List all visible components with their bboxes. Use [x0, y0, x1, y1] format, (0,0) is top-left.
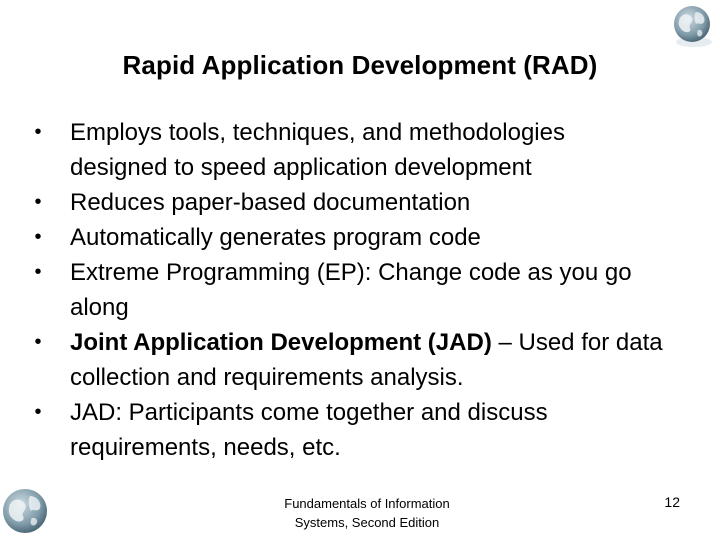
bullet-text: Extreme Programming (EP): Change code as you go along	[70, 259, 632, 321]
bullet-marker: •	[34, 401, 42, 423]
bullet-marker: •	[34, 191, 42, 213]
bullet-marker: •	[34, 121, 42, 143]
bullet-item	[28, 255, 668, 325]
bullet-item	[28, 395, 668, 465]
bullet-item	[28, 220, 668, 255]
bullet-marker: •	[34, 226, 42, 248]
footer-line: Systems, Second Edition	[294, 515, 440, 530]
bullet-text: Employs tools, techniques, and methodologies designed to speed application development	[70, 119, 565, 181]
bullet-marker: •	[34, 331, 42, 353]
bullet-text: JAD: Participants come together and discuss requirements, needs, etc.	[70, 399, 548, 461]
bullet-list	[28, 115, 668, 465]
bullet-text: Reduces paper-based documentation	[70, 189, 471, 216]
slide-title: Rapid Application Development (RAD)	[122, 50, 598, 80]
page-number: 12	[664, 494, 680, 510]
bullet-strong-text: Joint Application Development (JAD)	[70, 329, 492, 356]
footer-line: Fundamentals of Information	[284, 496, 450, 511]
bullet-text: – Used for data collection and requirements analysis.	[70, 329, 663, 391]
bullet-item	[28, 185, 668, 220]
bullet-text: Automatically generates program code	[70, 224, 481, 251]
globe-icon	[0, 486, 50, 536]
bullet-item	[28, 115, 668, 185]
bullet-marker: •	[34, 261, 42, 283]
bullet-item	[28, 325, 668, 395]
slide-footer	[232, 494, 502, 532]
globe-icon	[668, 2, 716, 50]
